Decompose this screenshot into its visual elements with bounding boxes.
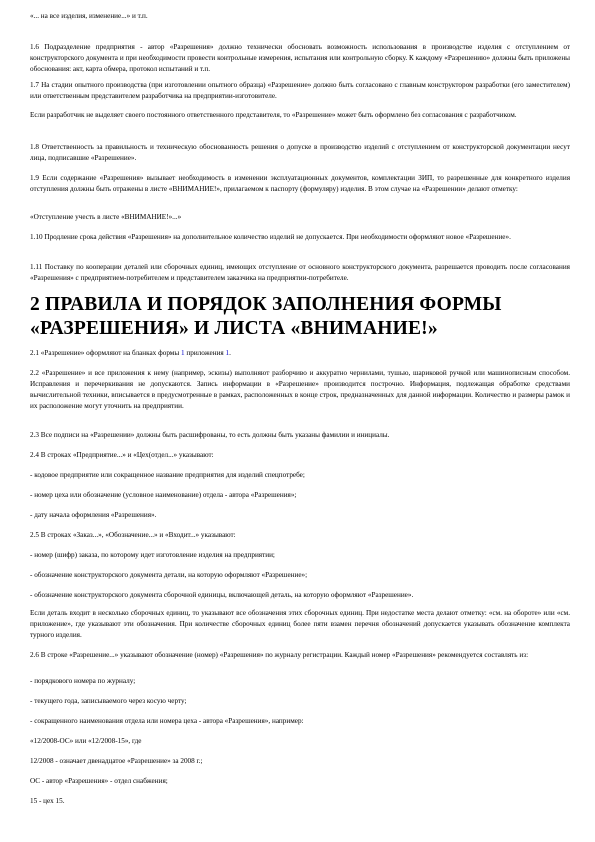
paragraph-2-5: 2.5 В строках «Заказ...», «Обозначение...» и «Входит...» указывают: xyxy=(30,531,236,539)
paragraph-1-10: 1.10 Продление срока действия «Разрешения» на дополнительное количество изделий не допускается. При необходимости оформляют новое «Разрешение». xyxy=(30,233,511,241)
intro-line: «... на все изделия, изменение...» и т.п. xyxy=(30,12,148,20)
paragraph-2-3: 2.3 Все подписи на «Разрешении» должны быть расшифрованы, то есть должны быть указаны фамилии и инициалы. xyxy=(30,431,390,439)
paragraph-2-6-item: - порядкового номера по журналу; xyxy=(30,677,136,685)
paragraph-2-6: 2.6 В строке «Разрешение...» указывают обозначение (номер) «Разрешения» по журналу регистрации. Каждый номер «Разрешения» рекомендуется составлять из: xyxy=(30,651,529,659)
paragraph-2-2: 2.2 «Разрешение» и все приложения к нему (например, эскизы) выполняют разборчиво и аккуратно чернилами, тушью, шариковой ручкой или машинописным способом. Исправления и перечеркивания не допускаются. Запись информации в «Разрешение» производится построчно. Информация, подлежащая обработке средствами вычислительной техники, вписывается в предусмотренные в рамках, расположенных в конце строк, предназначенных для данной информации. Количество и размеры рамок и их расположение могут уточнить на предприятии. xyxy=(30,369,570,410)
paragraph-2-1-text-b: приложения xyxy=(184,349,226,357)
paragraph-1-6: 1.6 Подразделение предприятия - автор «Разрешения» должно технически обосновать возможность использования в производстве изделия с отступлением от конструкторского документа и при необходимости провести контрольные измерения, испытания или контрольную сборку. К каждому «Разрешению» должны быть приложены обоснования: акт, карта обмера, протокол испытаний и т.п. xyxy=(30,43,570,73)
paragraph-2-6-item: - текущего года, записываемого через косую черту; xyxy=(30,697,187,705)
paragraph-1-7-note: Если разработчик не выделяет своего постоянного ответственного представителя, то «Разрешение» может быть оформлено без согласования с разработчиком. xyxy=(30,111,517,119)
paragraph-1-8: 1.8 Ответственность за правильность и техническую обоснованность решения о допуске в производство изделий с отступлением от конструкторской документации несут лица, подписавшие «Разрешение». xyxy=(30,143,570,162)
paragraph-2-4-item: - дату начала оформления «Разрешения». xyxy=(30,511,157,519)
paragraph-2-4-item: - номер цеха или обозначение (условное наименование) отдела - автора «Разрешения»; xyxy=(30,491,297,499)
paragraph-2-4: 2.4 В строках «Предприятие...» и «Цех(отдел...» указывают: xyxy=(30,451,214,459)
paragraph-2-5-item: - обозначение конструкторского документа детали, на которую оформляют «Разрешение»; xyxy=(30,571,308,579)
section-2-heading: 2 ПРАВИЛА И ПОРЯДОК ЗАПОЛНЕНИЯ ФОРМЫ «РАЗРЕШЕНИЯ» И ЛИСТА «ВНИМАНИЕ!» xyxy=(30,294,502,339)
paragraph-2-6-example-line: 12/2008 - означает двенадцатое «Разрешение» за 2008 г.; xyxy=(30,757,203,765)
paragraph-2-5-item: - номер (шифр) заказа, по которому идет изготовление изделия на предприятии; xyxy=(30,551,275,559)
paragraph-2-6-example-line: 15 - цех 15. xyxy=(30,797,65,805)
paragraph-2-5-note: Если деталь входит в несколько сборочных единиц, то указывают все обозначения этих сборочных единиц. При недостатке места делают отметку: «см. на обороте» или «см. приложение», где указывают эти обозначения. При количестве сборочных единиц более пяти взамен перечня обозначений допускается указывать обозначение комплекта турного изделия. xyxy=(30,609,570,639)
paragraph-2-1-text-a: 2.1 «Разрешение» оформляют на бланках формы xyxy=(30,349,181,357)
paragraph-2-5-item: - обозначение конструкторского документа сборочной единицы, включающей деталь, на которую оформляют «Разрешение». xyxy=(30,591,414,599)
paragraph-1-9: 1.9 Если содержание «Разрешения» вызывает необходимость в изменении эксплуатационных документов, комплектации ЗИП, то разрешенные для конкретного изделия отступления должны быть отражены в листе «ВНИМАНИЕ!», прилагаемом к паспорту (формуляру) изделия. В этом случае на «Разрешении» делают отметку: xyxy=(30,174,570,193)
form-1-link[interactable]: 1 xyxy=(180,349,185,357)
paragraph-2-1-text-c: . xyxy=(229,349,231,357)
appendix-1-link[interactable]: 1 xyxy=(225,349,230,357)
paragraph-2-6-example-line: ОС - автор «Разрешения» - отдел снабжения; xyxy=(30,777,168,785)
paragraph-2-4-item: - кодовое предприятие или сокращенное название предприятия для изделий спецпотребе; xyxy=(30,471,305,479)
paragraph-1-9-quote: «Отступление учесть в листе «ВНИМАНИЕ!»...» xyxy=(30,213,182,221)
paragraph-2-6-example: «12/2008-ОС» или «12/2008-15», где xyxy=(30,737,142,745)
paragraph-1-7: 1.7 На стадии опытного производства (при изготовлении опытного образца) «Разрешение» должно быть согласовано с главным конструктором разработки (его заместителем) или ответственным представителем разработчика на предприятии-изготовителе. xyxy=(30,81,570,100)
paragraph-2-1 xyxy=(30,348,570,359)
paragraph-1-11: 1.11 Поставку по кооперации деталей или сборочных единиц, имеющих отступление от основного конструкторского документа, разрешается проводить после согласования «Разрешения» с предприятием-потребителем и представителем заказчика на предприятии-потребителе. xyxy=(30,263,570,282)
paragraph-2-6-item: - сокращенного наименования отдела или номера цеха - автора «Разрешения», например: xyxy=(30,717,304,725)
